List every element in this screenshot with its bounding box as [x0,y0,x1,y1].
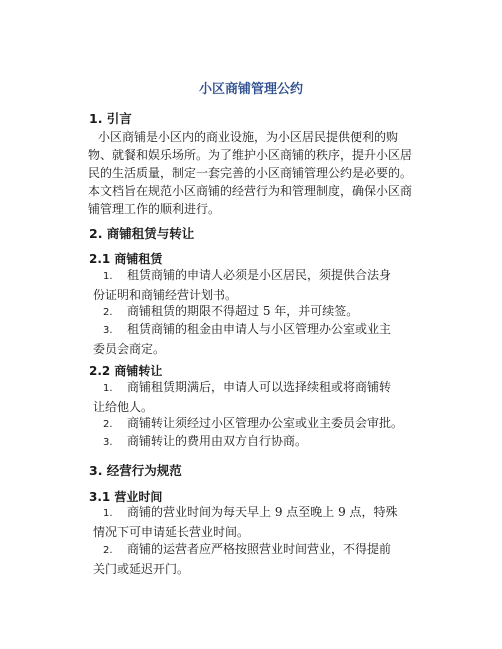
list-text: 关门或延迟开门。 [93,562,190,576]
list-item [89,540,469,578]
list-text: 商铺租赁的期限不得超过 5 年，并可续签。 [127,304,359,318]
list-text: 商铺的营业时间为每天早上 9 点至晚上 9 点，特殊 [127,505,398,519]
paragraph-line: 物、就餐和娱乐场所。为了维护小区商铺的秩序，提升小区居 [88,148,413,162]
list-number: 2. [103,545,113,556]
document-title: 小区商铺管理公约 [198,82,303,97]
section-2-heading: 2. 商铺租赁与转让 [89,226,195,241]
paragraph-line: 本文档旨在规范小区商铺的经营行为和管理制度，确保小区商 [88,184,413,198]
list-item [89,302,469,322]
list-number: 1. [103,508,113,519]
paragraph-line: 小区商铺是小区内的商业设施，为小区居民提供便利的购 [98,130,399,144]
list-number: 1. [103,271,113,282]
list-text: 商铺转让须经过小区管理办公室或业主委员会审批。 [127,416,404,430]
list-text: 情况下可申请延长营业时间。 [93,525,250,539]
list-item [89,320,469,358]
list-number: 3. [103,437,113,448]
list-item [89,414,469,434]
section-1-heading: 1. 引言 [89,111,132,126]
list-number: 2. [103,307,113,318]
section-3-heading: 3. 经营行为规范 [89,463,182,478]
list-text: 份证明和商铺经营计划书。 [93,288,238,302]
list-item [89,378,469,416]
paragraph-line: 铺管理工作的顺利进行。 [88,202,221,216]
list-item [89,266,469,304]
subsection-2-2-heading: 2.2 商铺转让 [89,364,163,378]
list-text: 让给他人。 [93,400,154,414]
paragraph-line: 民的生活质量，制定一套完善的小区商铺管理公约是必要的。 [88,166,413,180]
list-item [89,503,469,541]
list-text: 租赁商铺的租金由申请人与小区管理办公室或业主 [127,322,392,336]
list-text: 租赁商铺的申请人必须是小区居民，须提供合法身 [127,268,392,282]
section-1-paragraph [89,128,437,218]
subsection-3-1-heading: 3.1 营业时间 [89,490,163,504]
list-text: 商铺的运营者应严格按照营业时间营业，不得提前 [127,542,392,556]
list-text: 商铺租赁期满后，申请人可以选择续租或将商铺转 [127,380,392,394]
list-text: 商铺转让的费用由双方自行协商。 [127,434,308,448]
list-number: 1. [103,383,113,394]
list-number: 3. [103,325,113,336]
list-number: 2. [103,419,113,430]
list-text: 委员会商定。 [93,342,166,356]
list-item [89,432,469,452]
subsection-2-1-heading: 2.1 商铺租赁 [89,252,163,266]
